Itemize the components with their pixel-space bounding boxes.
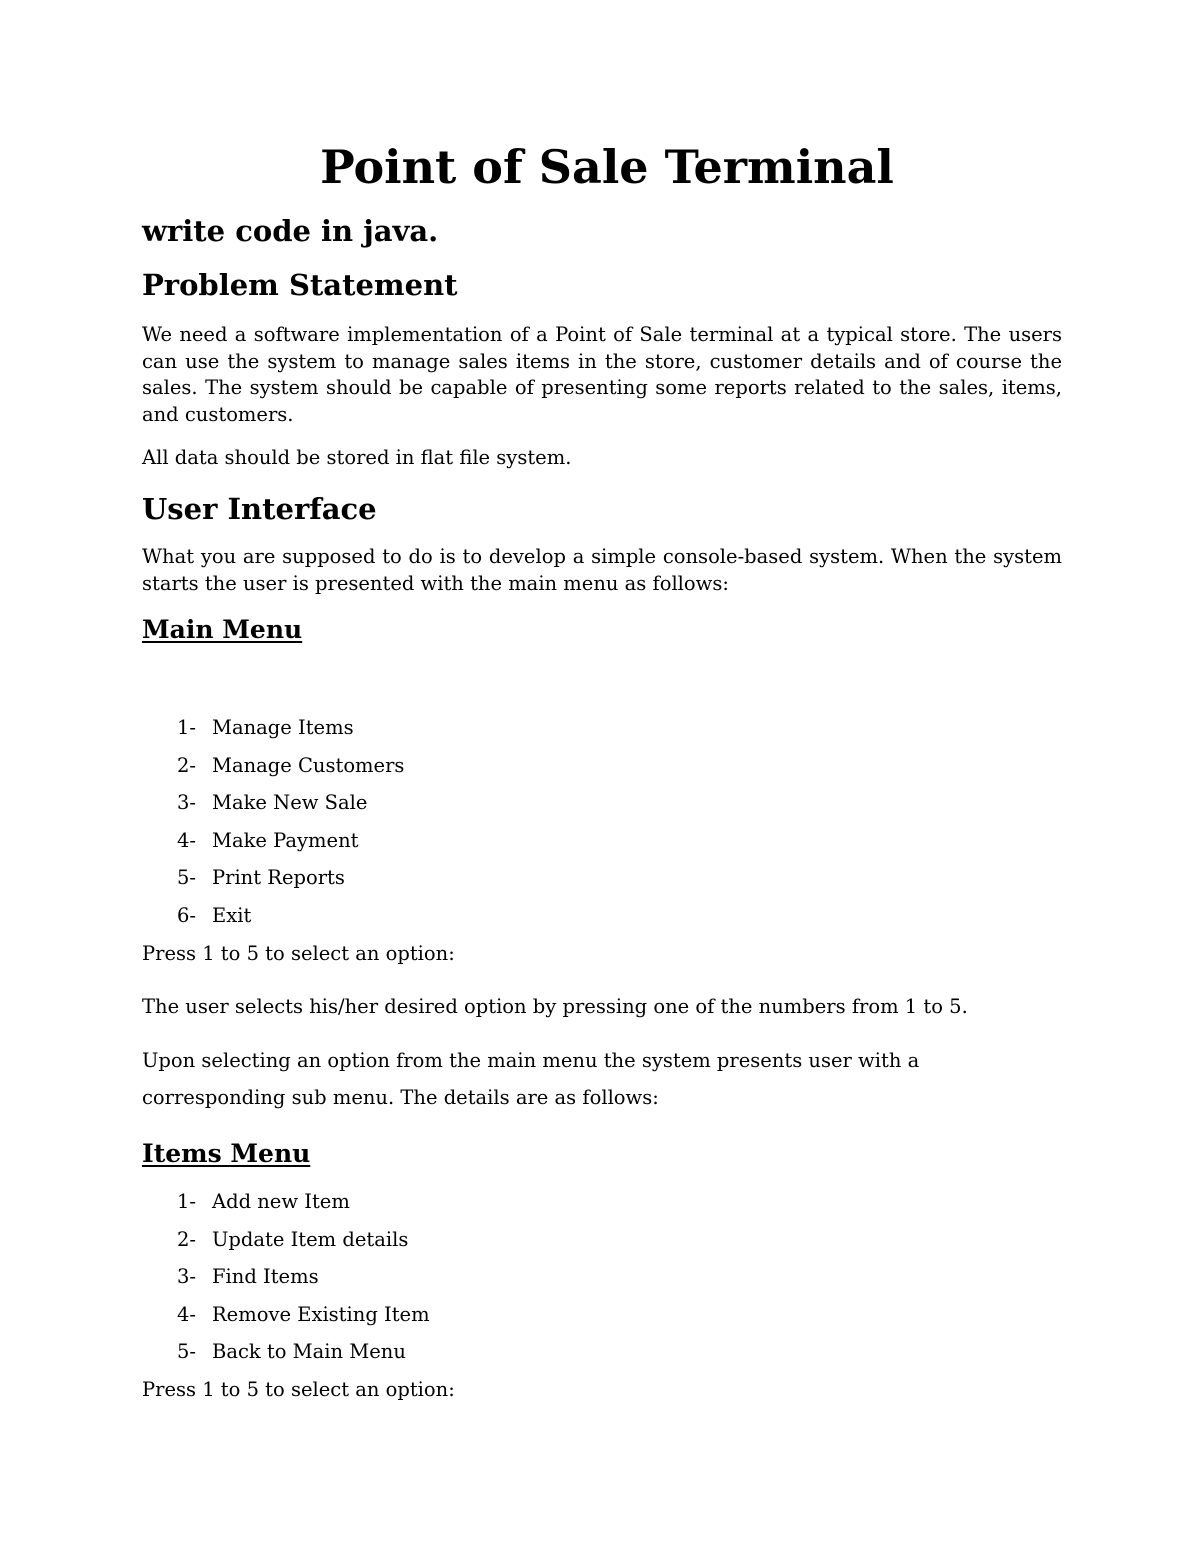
document-subtitle: write code in java. — [142, 214, 439, 248]
menu-item-label: Remove Existing Item — [212, 1302, 430, 1326]
menu-item-label: Exit — [212, 903, 252, 927]
menu-item-number: 5- — [177, 1340, 196, 1364]
menu-item-label: Manage Items — [212, 716, 354, 739]
user-interface-paragraph: What you are supposed to do is to develop a simple console-based system. When the system starts the user is presented with the main menu as follows: — [142, 545, 1062, 595]
main-menu-note: The user selects his/her desired option by pressing one of the numbers from 1 to 5. — [142, 995, 968, 1018]
user-interface-heading: User Interface — [142, 492, 377, 526]
menu-item-label: Print Reports — [212, 866, 345, 890]
menu-item-number: 4- — [177, 1302, 196, 1326]
menu-item-label: Make New Sale — [212, 791, 368, 815]
menu-item-label: Find Items — [212, 1265, 319, 1289]
items-menu-prompt: Press 1 to 5 to select an option: — [142, 1378, 455, 1401]
menu-item-label: Make Payment — [212, 828, 359, 852]
submenu-details-paragraph: Upon selecting an option from the main menu the system presents user with a corresponding sub menu. The details are as follows: — [142, 1049, 920, 1109]
document-title: Point of Sale Terminal — [320, 140, 894, 194]
menu-item-label: Add new Item — [212, 1190, 350, 1213]
menu-item-number: 5- — [177, 866, 196, 890]
menu-item-number: 4- — [177, 828, 196, 852]
menu-item-number: 2- — [177, 753, 196, 777]
menu-item-label: Update Item details — [212, 1227, 409, 1251]
menu-item-label: Back to Main Menu — [212, 1340, 406, 1364]
problem-statement-heading: Problem Statement — [142, 268, 458, 302]
menu-item-number: 1- — [177, 1190, 196, 1213]
menu-item-number: 2- — [177, 1227, 196, 1251]
menu-item-number: 1- — [177, 716, 196, 739]
menu-item-number: 6- — [177, 903, 196, 927]
main-menu-prompt: Press 1 to 5 to select an option: — [142, 942, 455, 965]
main-menu-heading: Main Menu — [142, 615, 303, 644]
items-menu-heading: Items Menu — [142, 1139, 311, 1168]
problem-statement-paragraph: We need a software implementation of a Point of Sale terminal at a typical store. The users can use the system to manage sales items in the store, customer details and of course the sales. The system should be capable of presenting some reports related to the sales, items, and customers. — [142, 323, 1062, 427]
storage-note-paragraph: All data should be stored in flat file system. — [142, 446, 572, 469]
menu-item-label: Manage Customers — [212, 753, 405, 777]
menu-item-number: 3- — [177, 1265, 196, 1289]
menu-item-number: 3- — [177, 791, 196, 815]
